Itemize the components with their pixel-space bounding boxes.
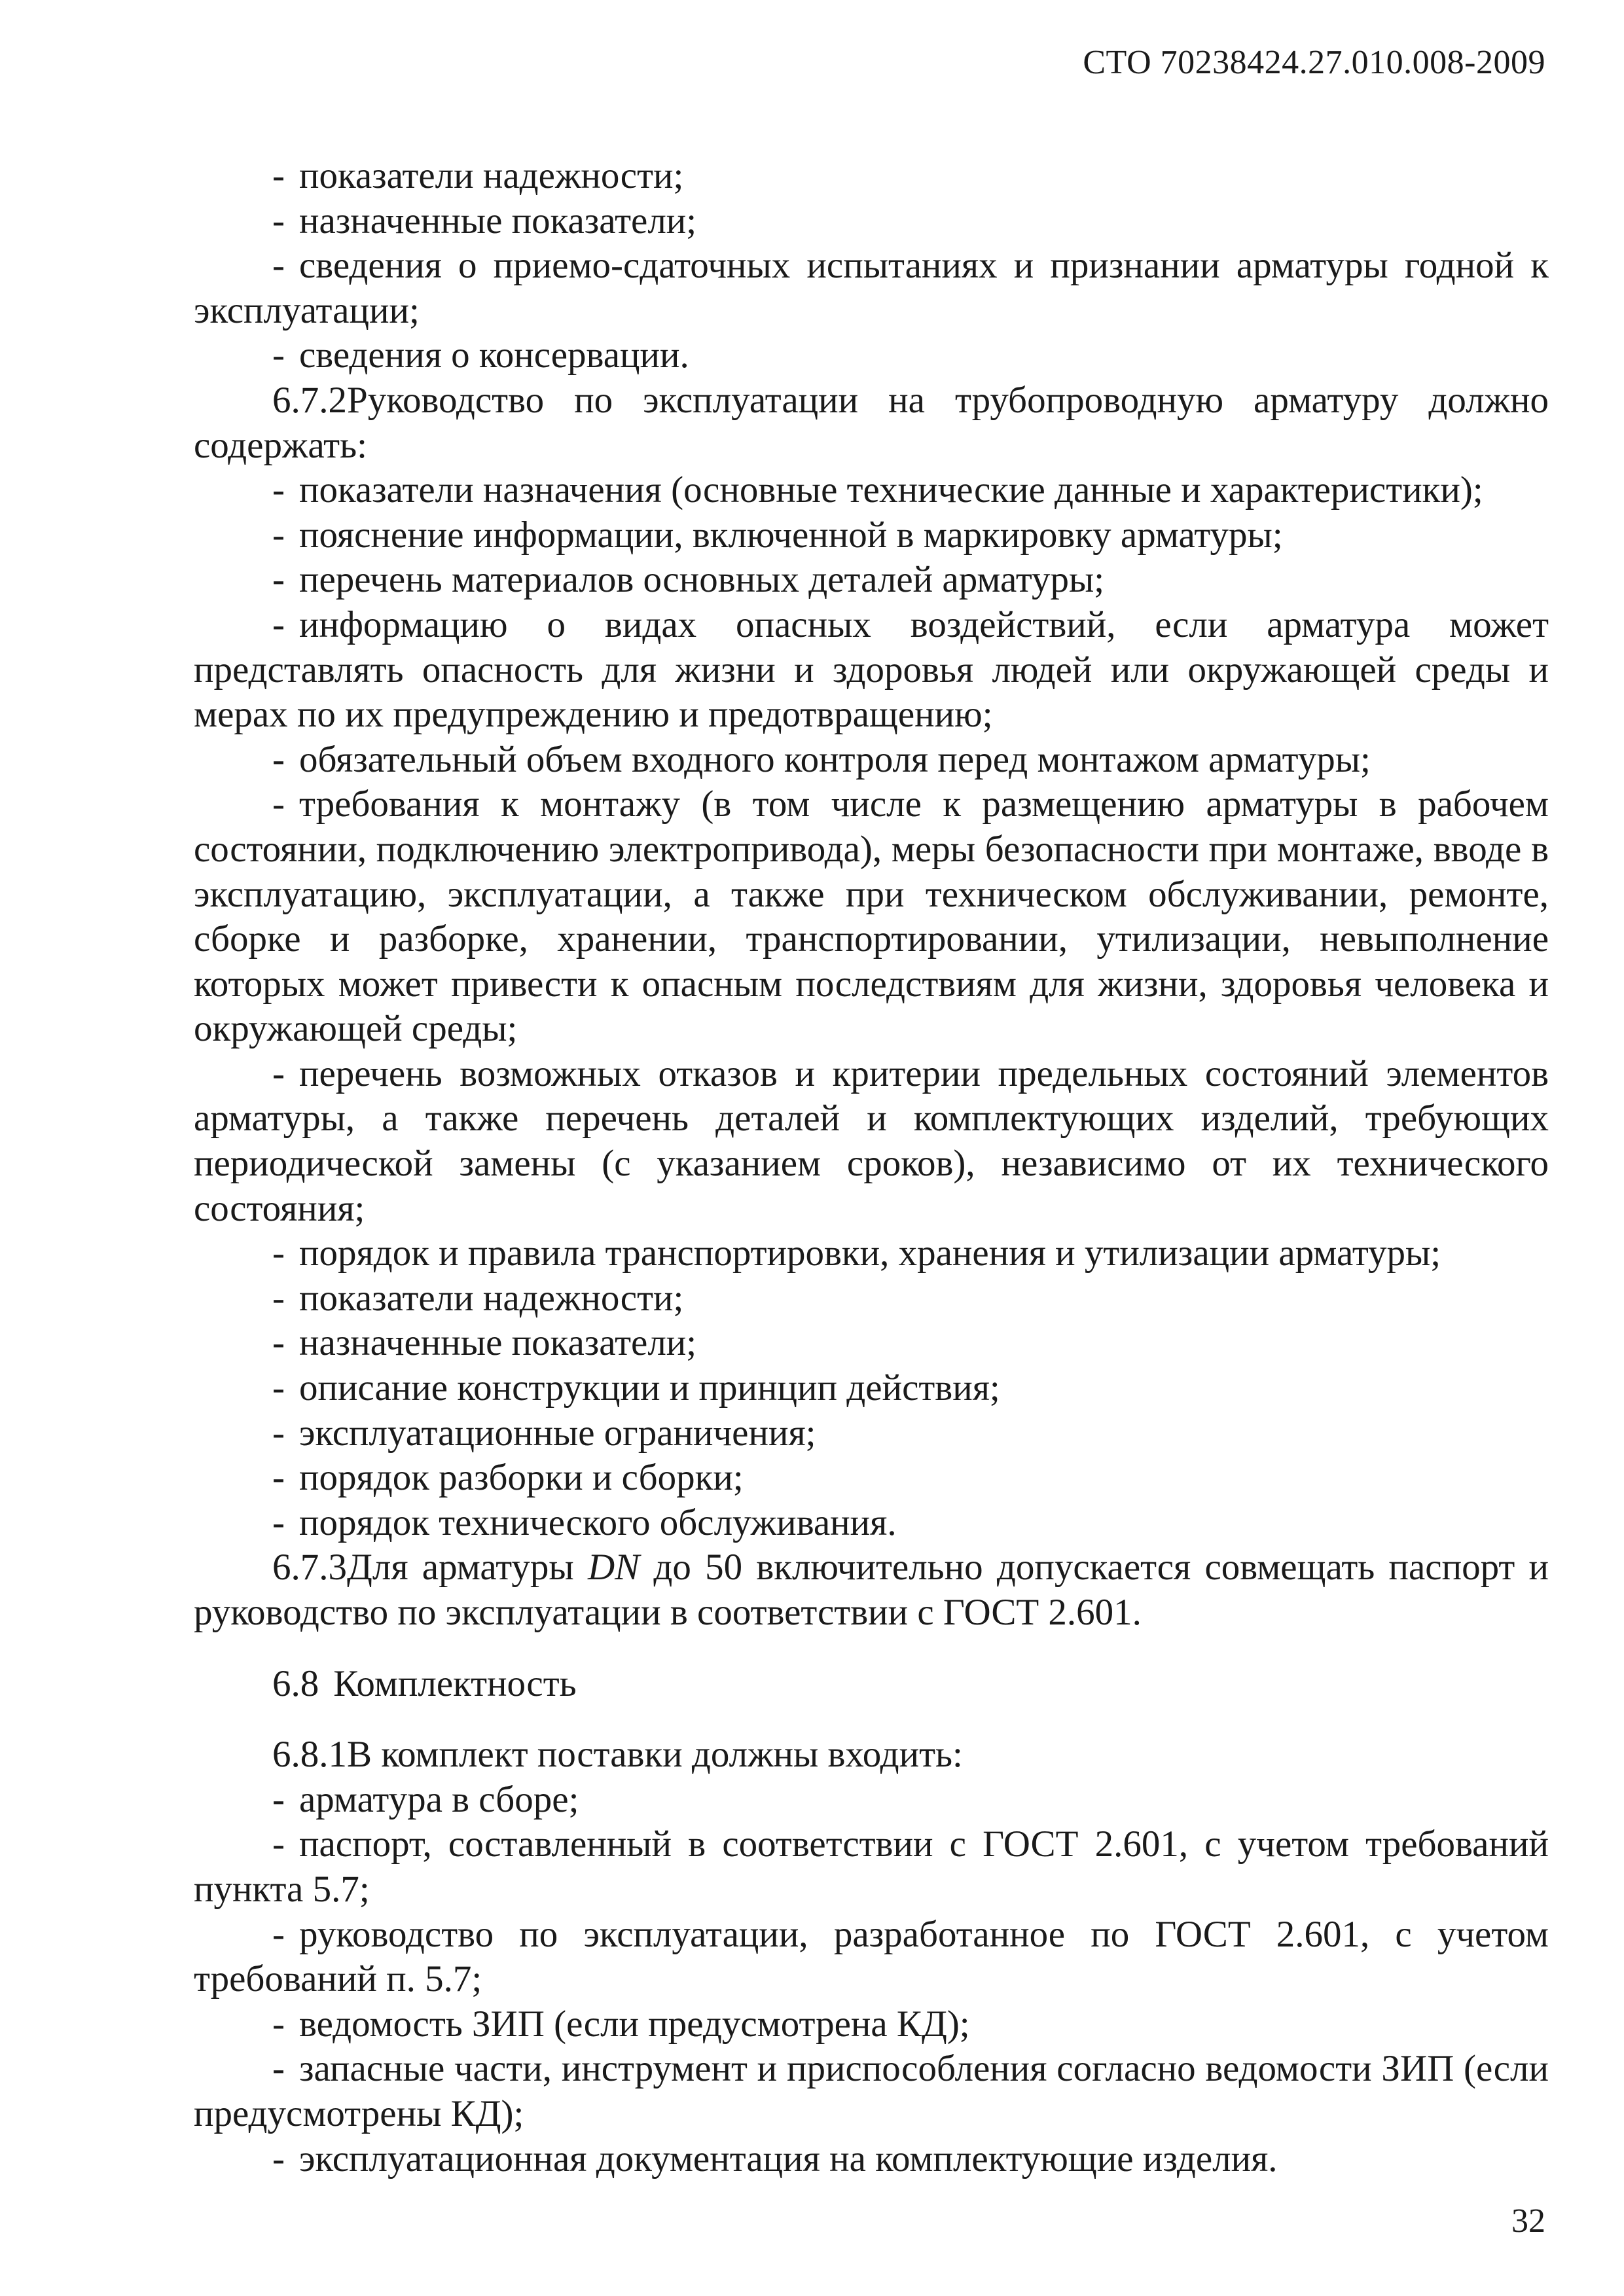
section-title: Комплектность xyxy=(333,1662,577,1704)
list-item-text: описание конструкции и принцип действия; xyxy=(298,1367,1000,1409)
clause-6-7-3 xyxy=(194,1545,1549,1635)
bullet-dash: - xyxy=(272,2048,285,2090)
list-item xyxy=(194,1411,1549,1456)
bullet-dash: - xyxy=(272,1412,285,1454)
clause-number: 6.8.1 xyxy=(272,1734,347,1776)
bullet-dash: - xyxy=(272,1457,285,1499)
list-item xyxy=(194,1366,1549,1411)
bullet-dash: - xyxy=(272,603,285,645)
list-item-text: назначенные показатели; xyxy=(298,200,697,242)
list-item-text: паспорт, составленный в соответствии с ГОСТ 2.601, с учетом требований пункта 5.7; xyxy=(194,1823,1549,1910)
dn-symbol: DN xyxy=(587,1547,640,1588)
bullet-dash: - xyxy=(272,1277,285,1319)
section-number: 6.8 xyxy=(272,1662,319,1704)
bullet-dash: - xyxy=(272,1501,285,1543)
bullet-dash: - xyxy=(272,1913,285,1955)
list-item-text: порядок разборки и сборки; xyxy=(298,1457,744,1499)
bullet-dash: - xyxy=(272,245,285,287)
list-item xyxy=(194,199,1549,244)
bullet-dash: - xyxy=(272,2003,285,2045)
list-item xyxy=(194,333,1549,378)
list-item-text: перечень материалов основных деталей арматуры; xyxy=(298,559,1105,601)
list-item xyxy=(194,558,1549,603)
list-item-text: запасные части, инструмент и приспособления согласно ведомости ЗИП (если предусмотрены КД); xyxy=(194,2048,1549,2134)
clause-number: 6.7.2 xyxy=(272,379,347,421)
list-item-text: эксплуатационные ограничения; xyxy=(298,1412,816,1454)
bullet-dash: - xyxy=(272,514,285,556)
bullet-dash: - xyxy=(272,1823,285,1865)
bullet-dash: - xyxy=(272,1052,285,1094)
page-number: 32 xyxy=(1511,2202,1545,2240)
list-item-text: порядок технического обслуживания. xyxy=(298,1501,897,1543)
list-item xyxy=(194,1912,1549,2002)
list-item-text: сведения о приемо-сдаточных испытаниях и признании арматуры годной к эксплуатации; xyxy=(194,245,1549,331)
list-item xyxy=(194,1822,1549,1912)
bullet-dash: - xyxy=(272,1232,285,1274)
list-item-text: перечень возможных отказов и критерии предельных состояний элементов арматуры, а также перечень деталей и комплектующих изделий, требующих периодической замены (с указанием сроков), независимо от их технического состояния; xyxy=(194,1052,1549,1229)
list-item xyxy=(194,468,1549,513)
list-item xyxy=(194,2047,1549,2136)
list-item-text: порядок и правила транспортировки, хранения и утилизации арматуры; xyxy=(298,1232,1441,1274)
clause-text: Руководство по эксплуатации на трубопроводную арматуру должно содержать: xyxy=(194,379,1549,466)
bullet-dash: - xyxy=(272,155,285,196)
list-item xyxy=(194,243,1549,333)
section-heading-6-8 xyxy=(194,1662,1549,1707)
bullet-dash: - xyxy=(272,1322,285,1364)
list-item xyxy=(194,1778,1549,1823)
list-item-text: руководство по эксплуатации, разработанное по ГОСТ 2.601, с учетом требований п. 5.7; xyxy=(194,1913,1549,2000)
list-item xyxy=(194,2002,1549,2047)
bullet-dash: - xyxy=(272,2138,285,2179)
document-code-header: СТО 70238424.27.010.008-2009 xyxy=(1083,44,1545,81)
page-body xyxy=(194,154,1549,2181)
bullet-dash: - xyxy=(272,1778,285,1820)
clause-6-7-2 xyxy=(194,378,1549,468)
list-item xyxy=(194,1501,1549,1546)
clause-6-8-1 xyxy=(194,1732,1549,1778)
list-item xyxy=(194,1456,1549,1501)
clause-text: В комплект поставки должны входить: xyxy=(347,1734,963,1776)
bullet-dash: - xyxy=(272,469,285,511)
list-item xyxy=(194,1276,1549,1321)
bullet-dash: - xyxy=(272,559,285,601)
list-item xyxy=(194,603,1549,738)
list-item xyxy=(194,782,1549,1052)
bullet-dash: - xyxy=(272,334,285,376)
clause-text-before: Для арматуры xyxy=(347,1547,588,1588)
list-item-text: арматура в сборе; xyxy=(298,1778,579,1820)
list-item xyxy=(194,2137,1549,2182)
bullet-dash: - xyxy=(272,783,285,825)
list-item xyxy=(194,738,1549,783)
list-item-text: информацию о видах опасных воздействий, если арматура может представлять опасность для жизни и здоровья людей или окружающей среды и мерах по их предупреждению и предотвращению; xyxy=(194,603,1549,736)
list-item-text: ведомость ЗИП (если предусмотрена КД); xyxy=(298,2003,970,2045)
list-item xyxy=(194,1231,1549,1276)
list-item-text: показатели назначения (основные технические данные и характеристики); xyxy=(298,469,1483,511)
clause-text-after: до 50 включительно допускается совмещать паспорт и руководство по эксплуатации в соответствии с ГОСТ 2.601. xyxy=(194,1547,1549,1633)
bullet-dash: - xyxy=(272,200,285,242)
list-item-text: показатели надежности; xyxy=(298,1277,684,1319)
list-item-text: требования к монтажу (в том числе к размещению арматуры в рабочем состоянии, подключению электропривода), меры безопасности при монтаже, вводе в эксплуатацию, эксплуатации, а также при техническом обслуживании, ремонте, сборке и разборке, хранении, транспортировании, утилизации, невыполнение которых может привести к опасным последствиям для жизни, здоровья человека и окружающей среды; xyxy=(194,783,1549,1050)
list-item-text: обязательный объем входного контроля перед монтажом арматуры; xyxy=(298,738,1371,780)
bullet-dash: - xyxy=(272,738,285,780)
list-item-text: пояснение информации, включенной в маркировку арматуры; xyxy=(298,514,1283,556)
list-item xyxy=(194,1052,1549,1231)
list-item-text: эксплуатационная документация на комплектующие изделия. xyxy=(298,2138,1278,2179)
list-item-text: сведения о консервации. xyxy=(298,334,689,376)
clause-number: 6.7.3 xyxy=(272,1547,347,1588)
bullet-dash: - xyxy=(272,1367,285,1409)
list-item xyxy=(194,154,1549,199)
list-item-text: назначенные показатели; xyxy=(298,1322,697,1364)
list-item xyxy=(194,1321,1549,1366)
list-item-text: показатели надежности; xyxy=(298,155,684,196)
list-item xyxy=(194,513,1549,558)
